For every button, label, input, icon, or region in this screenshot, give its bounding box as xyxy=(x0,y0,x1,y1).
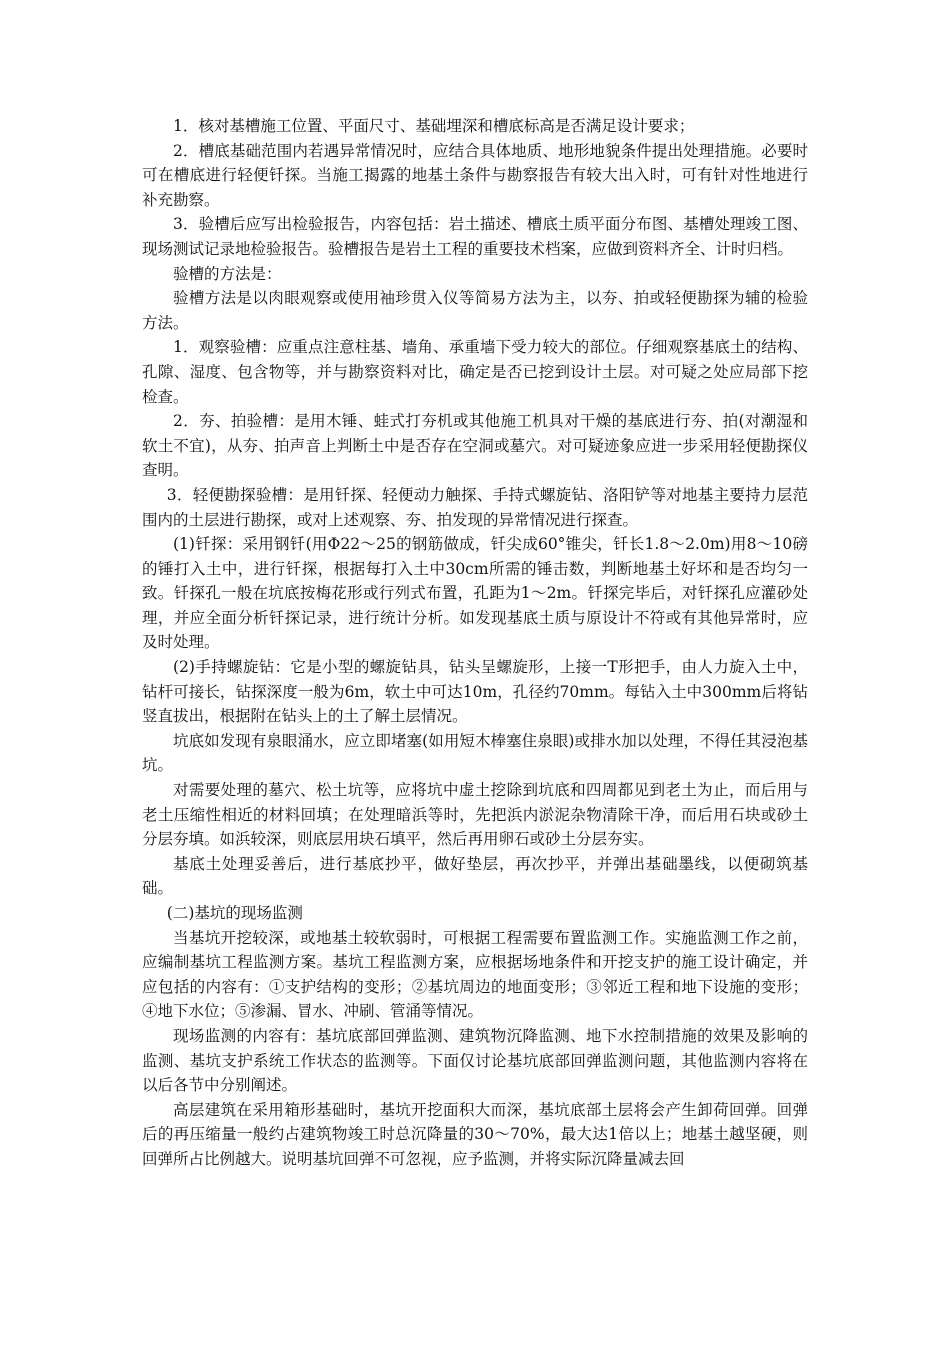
paragraph-method-summary: 验槽方法是以肉眼观察或使用袖珍贯入仪等简易方法为主，以夯、拍或轻便勘探为辅的检验方法。 xyxy=(142,289,808,332)
paragraph-spring-water: 坑底如发现有泉眼涌水，应立即堵塞(如用短木棒塞住泉眼)或排水加以处理，不得任其浸泡基坑。 xyxy=(142,731,808,775)
paragraph-rebound: 高层建筑在采用箱形基础时，基坑开挖面积大而深，基坑底部土层将会产生卸荷回弹。回弹后的再压缩量一般约占建筑物竣工时总沉降量的30～70%，最大达1倍以上；地基土越坚硬，则回弹所占比例越大。说明基坑回弹不可忽视，应予监测，并将实际沉降量减去回 xyxy=(142,1100,808,1168)
paragraph-auger: (2)手持螺旋钻：它是小型的螺旋钻具，钻头呈螺旋形，上接一T形把手，由人力旋入土中，钻杆可接长，钻探深度一般为6m，软土中可达10m，孔径约70mm。每钻入土中300mm后将钻竖直拔出，根据附在钻头上的土了解土层情况。 xyxy=(142,658,808,726)
section-heading-monitoring: (二)基坑的现场监测 xyxy=(166,904,303,922)
paragraph-monitoring-content: 现场监测的内容有：基坑底部回弹监测、建筑物沉降监测、地下水控制措施的效果及影响的监测、基坑支护系统工作状态的监测等。下面仅讨论基坑底部回弹监测问题，其他监测内容将在以后各节中分别阐述。 xyxy=(142,1026,808,1095)
paragraph-check-position: 1．核对基槽施工位置、平面尺寸、基础埋深和槽底标高是否满足设计要求； xyxy=(173,117,695,135)
paragraph-abnormal-conditions: 2．槽底基础范围内若遇异常情况时，应结合具体地质、地形地貌条件提出处理措施。必要时可在槽底进行轻便钎探。当施工揭露的地基土条件与勘察报告有较大出入时，可有针对性地进行补充勘察。 xyxy=(142,141,808,209)
paragraph-inspection-report: 3．验槽后应写出检验报告，内容包括：岩土描述、槽底土质平面分布图、基槽处理竣工图、现场测试记录地检验报告。验槽报告是岩土工程的重要技术档案，应做到资料齐全、计时归档。 xyxy=(142,215,808,258)
paragraph-treatment: 对需要处理的墓穴、松土坑等，应将坑中虚土挖除到坑底和四周都见到老土为止，而后用与老土压缩性相近的材料回填；在处理暗浜等时，先把浜内淤泥杂物清除干净，而后用石块或砂土分层夯填。如浜较深，则底层用块石填平，然后再用卵石或砂土分层夯实。 xyxy=(142,781,808,849)
paragraph-tamping: 2．夯、拍验槽：是用木锤、蛙式打夯机或其他施工机具对干燥的基底进行夯、拍(对潮湿和软土不宜)，从夯、拍声音上判断土中是否存在空洞或墓穴。对可疑迹象应进一步采用轻便勘探仪查明。 xyxy=(142,412,808,480)
paragraph-monitoring-plan: 当基坑开挖较深，或地基土较软弱时，可根据工程需要布置监测工作。实施监测工作之前，应编制基坑工程监测方案。基坑工程监测方案，应根据场地条件和开挖支护的施工设计确定，并应包括的内容有：①支护结构的变形；②基坑周边的地面变形；③邻近工程和地下设施的变形；④地下水位；⑤渗漏、冒水、冲刷、管涌等情况。 xyxy=(142,928,808,1021)
paragraph-probing: (1)钎探：采用钢钎(用Φ22～25的钢筋做成，钎尖成60°锥尖，钎长1.8～2.0m)用8～10磅的锤打入土中，进行钎探，根据每打入土中30cm所需的锤击数，判断地基土好坏和是否均匀一致。钎探孔一般在坑底按梅花形或行列式布置，孔距为1～2m。钎探完毕后，对钎探孔应灌砂处理，并应全面分析钎探记录，进行统计分析。如发现基底土质与原设计不符或有其他异常时，应及时处理。 xyxy=(142,535,808,652)
paragraph-leveling: 基底土处理妥善后，进行基底抄平，做好垫层，再次抄平，并弹出基础墨线，以便砌筑基础。 xyxy=(142,854,808,898)
document-page xyxy=(142,114,808,1172)
paragraph-observation: 1．观察验槽：应重点注意柱基、墙角、承重墙下受力较大的部位。仔细观察基底土的结构、孔隙、湿度、包含物等，并与勘察资料对比，确定是否已挖到设计土层。对可疑之处应局部下挖检查。 xyxy=(142,338,808,406)
paragraph-light-exploration: 3．轻便勘探验槽：是用钎探、轻便动力触探、手持式螺旋钻、洛阳铲等对地基主要持力层范围内的土层进行勘探，或对上述观察、夯、拍发现的异常情况进行探查。 xyxy=(142,485,808,529)
paragraph-method-heading: 验槽的方法是： xyxy=(173,264,282,283)
